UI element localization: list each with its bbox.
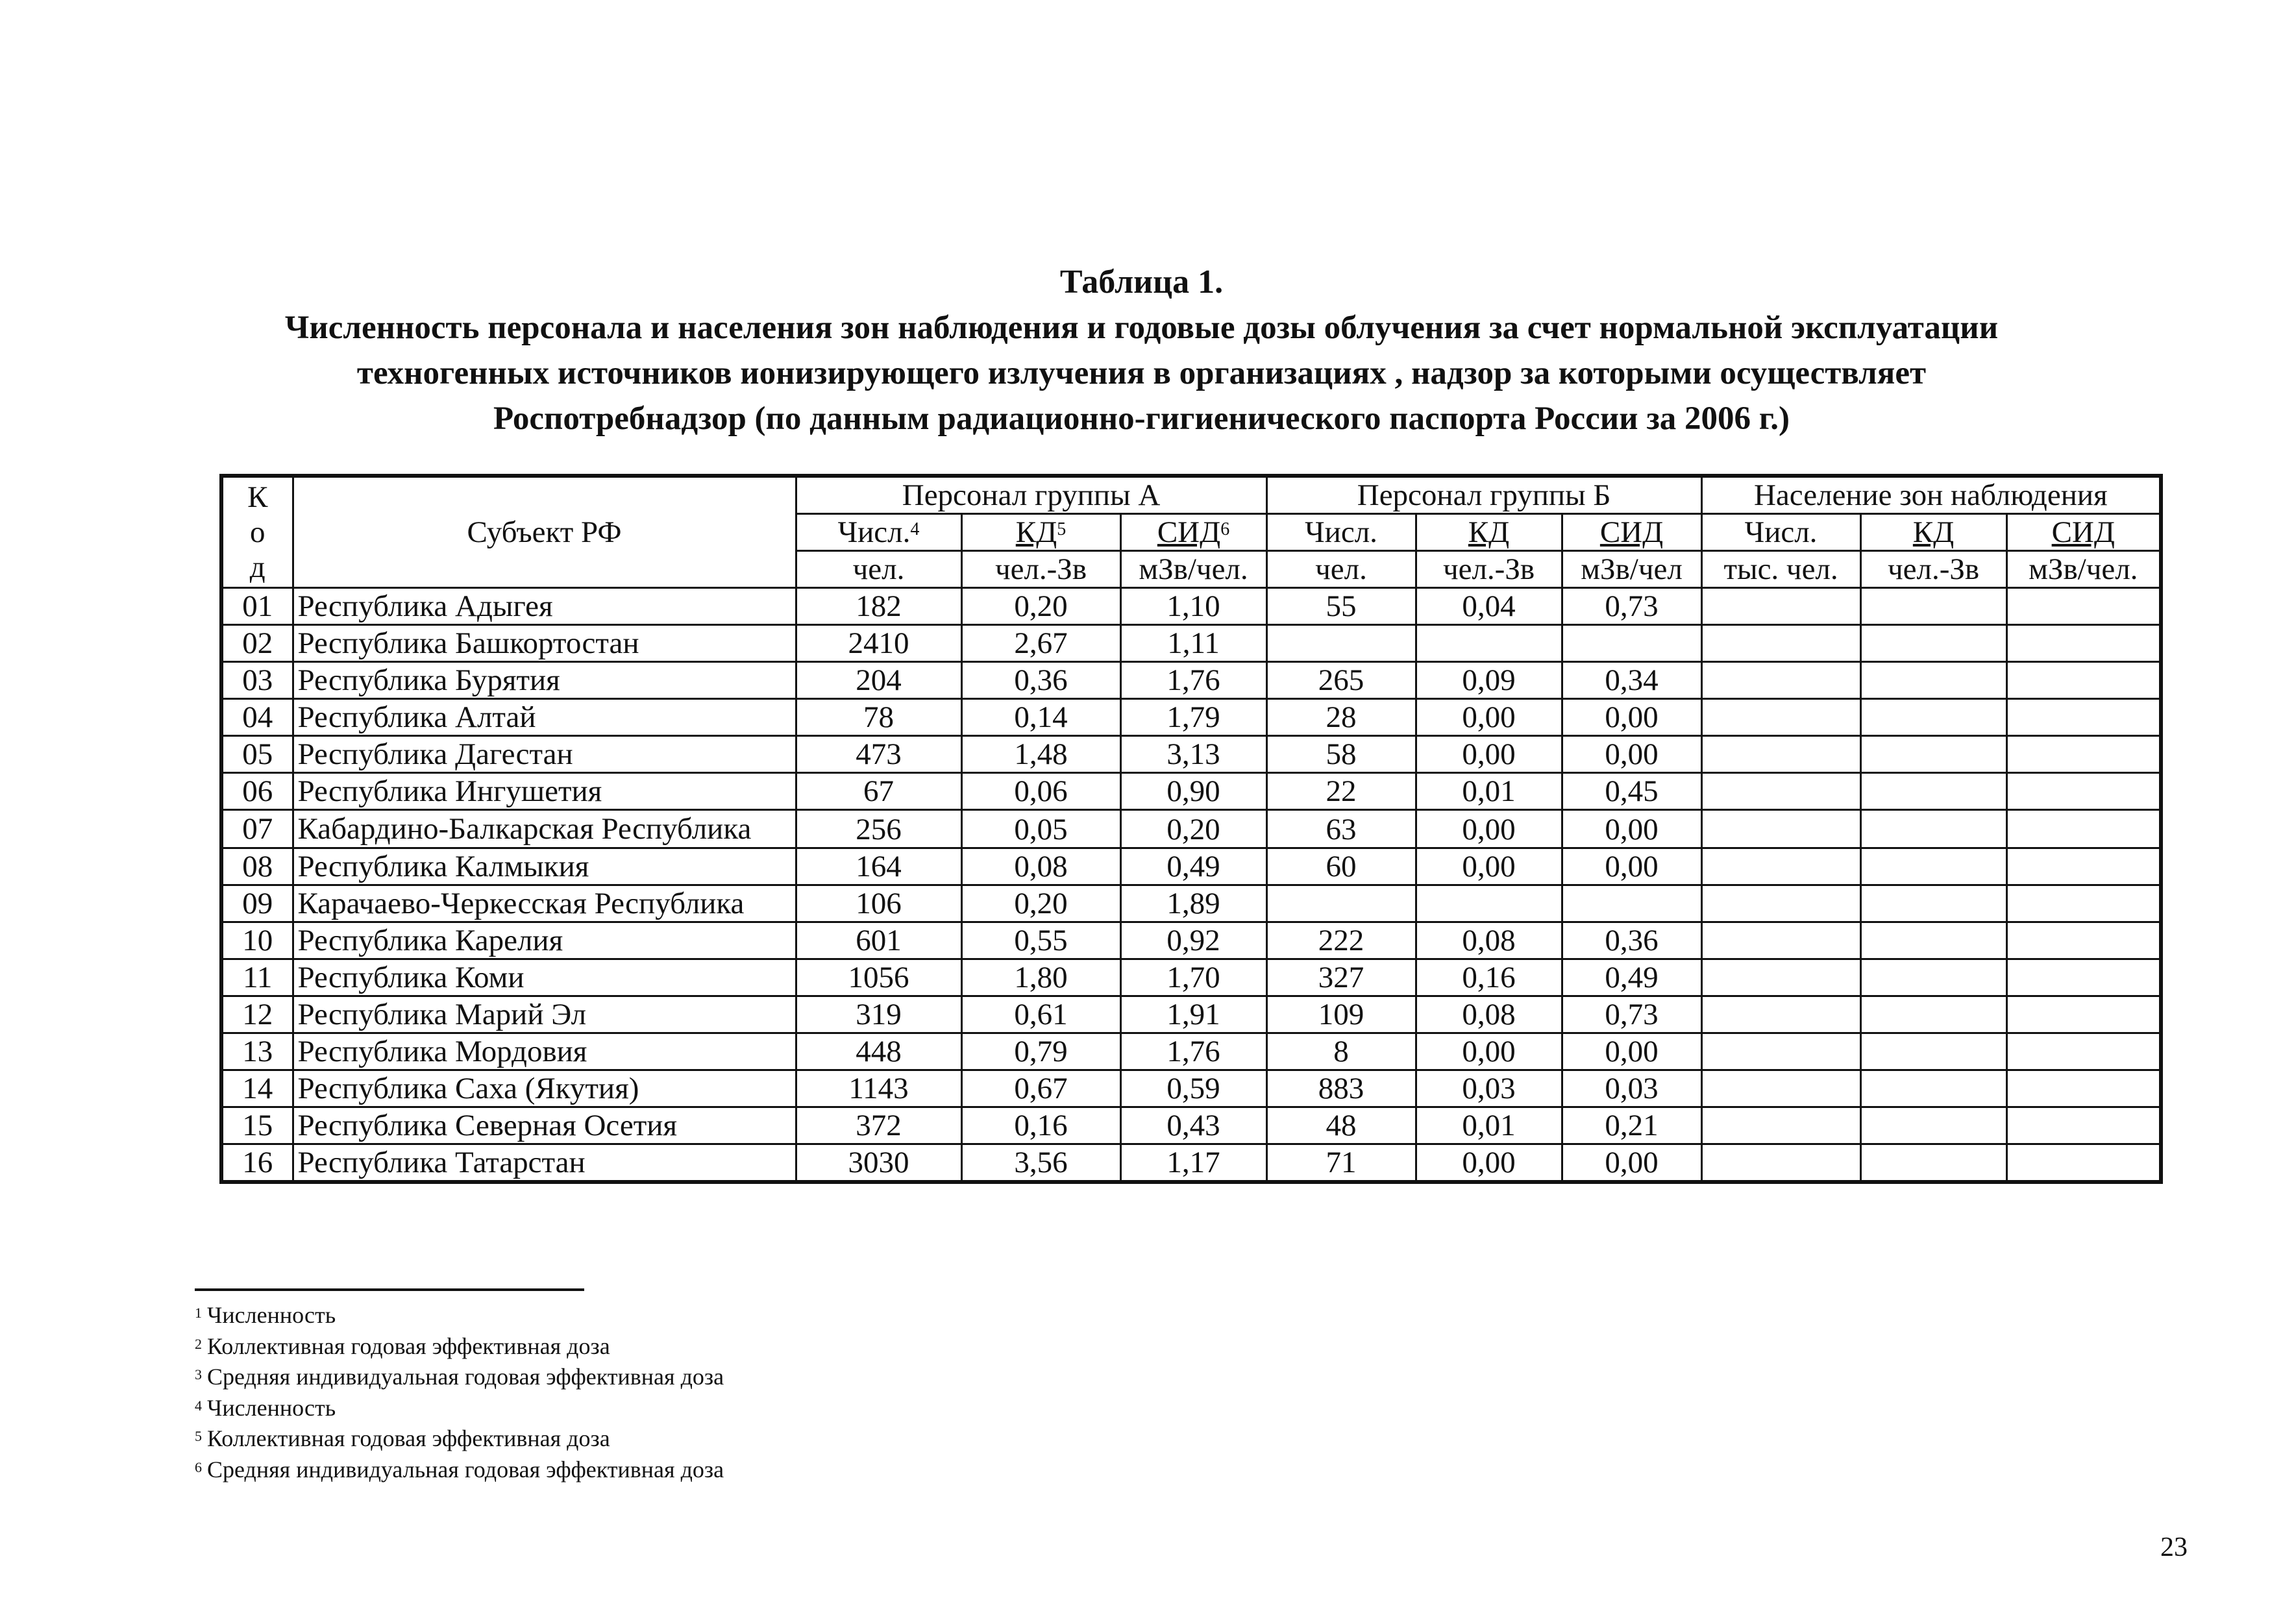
- row-value: [1701, 773, 1860, 810]
- row-value: 1,48: [961, 736, 1120, 773]
- measure-header: [1120, 514, 1266, 551]
- row-value: [1701, 996, 1860, 1033]
- footnote-text: Коллективная годовая эффективная доза: [207, 1425, 610, 1451]
- subject-header: Субъект РФ: [293, 476, 796, 588]
- row-value: 327: [1266, 959, 1416, 996]
- measure-label: СИД: [1157, 515, 1221, 549]
- measure-header: [1701, 514, 1860, 551]
- row-value: 0,21: [1562, 1107, 1701, 1144]
- row-value: [2006, 625, 2161, 662]
- row-value: 78: [796, 699, 961, 736]
- row-value: 0,00: [1562, 1033, 1701, 1070]
- row-subject: Республика Башкортостан: [293, 625, 796, 662]
- unit-header: чел.: [796, 551, 961, 588]
- row-code: 04: [221, 699, 293, 736]
- measure-label: КД: [1912, 515, 1955, 549]
- group-header-b: Персонал группы Б: [1266, 476, 1701, 514]
- row-value: 22: [1266, 773, 1416, 810]
- row-value: 109: [1266, 996, 1416, 1033]
- footnote: [195, 1455, 724, 1486]
- row-value: [1416, 625, 1562, 662]
- row-code: 13: [221, 1033, 293, 1070]
- group-header-population: Население зон наблюдения: [1701, 476, 2161, 514]
- unit-header: чел.-Зв: [1416, 551, 1562, 588]
- row-value: [1701, 1107, 1860, 1144]
- row-code: 10: [221, 922, 293, 959]
- row-value: 0,73: [1562, 996, 1701, 1033]
- measure-label: Числ.: [837, 515, 911, 549]
- table-number: Таблица 1.: [1059, 264, 1224, 301]
- row-value: [1701, 1070, 1860, 1107]
- row-subject: Республика Алтай: [293, 699, 796, 736]
- row-value: [1860, 625, 2006, 662]
- row-value: [2006, 1070, 2161, 1107]
- row-value: [2006, 736, 2161, 773]
- measure-label: СИД: [2051, 515, 2115, 549]
- row-value: 1,76: [1120, 662, 1266, 699]
- row-value: 1,80: [961, 959, 1120, 996]
- measure-header: [961, 514, 1120, 551]
- row-value: [1860, 959, 2006, 996]
- row-value: [1860, 922, 2006, 959]
- table-row: [221, 588, 2161, 625]
- row-value: 0,01: [1416, 1107, 1562, 1144]
- footnote: [195, 1423, 724, 1455]
- row-value: 256: [796, 810, 961, 848]
- row-value: 8: [1266, 1033, 1416, 1070]
- row-code: 12: [221, 996, 293, 1033]
- row-value: 0,06: [961, 773, 1120, 810]
- row-value: 473: [796, 736, 961, 773]
- row-value: [2006, 959, 2161, 996]
- row-value: [1701, 699, 1860, 736]
- row-subject: Республика Северная Осетия: [293, 1107, 796, 1144]
- row-value: [1860, 1144, 2006, 1183]
- row-value: [2006, 922, 2161, 959]
- row-value: 0,67: [961, 1070, 1120, 1107]
- row-value: 0,20: [961, 885, 1120, 922]
- row-value: 0,20: [1120, 810, 1266, 848]
- row-value: [1860, 699, 2006, 736]
- row-value: 0,79: [961, 1033, 1120, 1070]
- row-subject: Республика Марий Эл: [293, 996, 796, 1033]
- row-value: [1701, 1144, 1860, 1183]
- row-value: 0,61: [961, 996, 1120, 1033]
- row-value: 0,49: [1562, 959, 1701, 996]
- row-code: 06: [221, 773, 293, 810]
- row-value: [1860, 1070, 2006, 1107]
- footnote-text: Средняя индивидуальная годовая эффективная доза: [207, 1456, 724, 1483]
- footnote: [195, 1362, 724, 1393]
- table-row: [221, 810, 2161, 848]
- row-code: 15: [221, 1107, 293, 1144]
- row-value: [1701, 625, 1860, 662]
- row-value: 0,00: [1416, 1033, 1562, 1070]
- row-value: [1562, 885, 1701, 922]
- row-value: 67: [796, 773, 961, 810]
- table-row: [221, 1033, 2161, 1070]
- row-value: 0,90: [1120, 773, 1266, 810]
- row-subject: Республика Ингушетия: [293, 773, 796, 810]
- footnote-mark: 1: [195, 1305, 202, 1321]
- measure-header: [1266, 514, 1416, 551]
- row-value: 0,36: [961, 662, 1120, 699]
- row-value: 0,00: [1562, 1144, 1701, 1183]
- row-value: [1860, 885, 2006, 922]
- measure-header: [2006, 514, 2161, 551]
- measure-label: Числ.: [1305, 515, 1377, 549]
- row-value: 0,92: [1120, 922, 1266, 959]
- row-value: 1,10: [1120, 588, 1266, 625]
- row-value: [1701, 736, 1860, 773]
- title-block: [0, 260, 2283, 441]
- code-header: К о д: [221, 476, 293, 588]
- row-code: 05: [221, 736, 293, 773]
- row-value: 182: [796, 588, 961, 625]
- row-value: 0,00: [1562, 810, 1701, 848]
- row-value: 265: [1266, 662, 1416, 699]
- row-value: 0,00: [1562, 699, 1701, 736]
- row-subject: Республика Коми: [293, 959, 796, 996]
- table-row: [221, 1144, 2161, 1183]
- row-value: [1860, 1033, 2006, 1070]
- header-row-groups: [221, 476, 2161, 514]
- table-title-line-3: Роспотребнадзор (по данным радиационно-гигиенического паспорта России за 2006 г.): [493, 400, 1790, 437]
- table-row: [221, 1107, 2161, 1144]
- row-value: [1860, 848, 2006, 885]
- table-row: [221, 699, 2161, 736]
- group-header-a: Персонал группы А: [796, 476, 1266, 514]
- table-row: [221, 959, 2161, 996]
- measure-header: [796, 514, 961, 551]
- row-value: [1701, 662, 1860, 699]
- row-value: 1,79: [1120, 699, 1266, 736]
- row-value: [2006, 1107, 2161, 1144]
- unit-header: чел.: [1266, 551, 1416, 588]
- row-value: [1701, 1033, 1860, 1070]
- row-value: 0,16: [1416, 959, 1562, 996]
- row-value: 164: [796, 848, 961, 885]
- row-value: 0,00: [1416, 699, 1562, 736]
- footnote-mark: 3: [195, 1366, 202, 1383]
- footnote-text: Средняя индивидуальная годовая эффективная доза: [207, 1364, 724, 1390]
- row-value: 71: [1266, 1144, 1416, 1183]
- table-row: [221, 1070, 2161, 1107]
- row-value: [2006, 996, 2161, 1033]
- row-value: [1860, 662, 2006, 699]
- table-row: [221, 625, 2161, 662]
- footnote: [195, 1393, 724, 1424]
- row-value: 1143: [796, 1070, 961, 1107]
- row-subject: Карачаево-Черкесская Республика: [293, 885, 796, 922]
- row-value: 1056: [796, 959, 961, 996]
- row-value: [2006, 810, 2161, 848]
- row-value: 1,17: [1120, 1144, 1266, 1183]
- row-value: 0,08: [961, 848, 1120, 885]
- row-value: [1266, 885, 1416, 922]
- row-value: 204: [796, 662, 961, 699]
- row-value: 0,55: [961, 922, 1120, 959]
- unit-header: мЗв/чел.: [1120, 551, 1266, 588]
- row-value: [1860, 773, 2006, 810]
- row-value: 58: [1266, 736, 1416, 773]
- row-value: [1860, 588, 2006, 625]
- footnote-divider: [195, 1288, 584, 1291]
- footnote-mark: 5: [195, 1428, 202, 1444]
- row-subject: Республика Мордовия: [293, 1033, 796, 1070]
- row-code: 09: [221, 885, 293, 922]
- row-code: 08: [221, 848, 293, 885]
- data-table: [219, 474, 2163, 1184]
- row-value: 0,49: [1120, 848, 1266, 885]
- footnote-mark: 2: [195, 1335, 202, 1352]
- row-value: 3,13: [1120, 736, 1266, 773]
- measure-header: [1860, 514, 2006, 551]
- footnotes: [195, 1300, 724, 1485]
- row-value: 1,91: [1120, 996, 1266, 1033]
- row-value: 0,04: [1416, 588, 1562, 625]
- row-value: [1860, 736, 2006, 773]
- footnote-text: Численность: [207, 1302, 336, 1328]
- row-value: 55: [1266, 588, 1416, 625]
- row-subject: Республика Калмыкия: [293, 848, 796, 885]
- measure-label: Числ.: [1744, 515, 1818, 549]
- row-value: 0,20: [961, 588, 1120, 625]
- row-value: [1701, 885, 1860, 922]
- table-row: [221, 773, 2161, 810]
- row-value: [1701, 810, 1860, 848]
- row-value: [1701, 588, 1860, 625]
- table-title-line-2: техногенных источников ионизирующего излучения в организациях , надзор за которыми осуществляет: [356, 355, 1927, 391]
- row-value: [1416, 885, 1562, 922]
- row-code: 11: [221, 959, 293, 996]
- measure-label: СИД: [1599, 515, 1664, 549]
- table-title-line-1: Численность персонала и населения зон наблюдения и годовые дозы облучения за счет нормальной эксплуатации: [284, 310, 1999, 346]
- row-value: 1,11: [1120, 625, 1266, 662]
- row-value: 222: [1266, 922, 1416, 959]
- row-value: 0,59: [1120, 1070, 1266, 1107]
- footnote-ref: 6: [1220, 519, 1230, 539]
- row-subject: Республика Бурятия: [293, 662, 796, 699]
- table-row: [221, 848, 2161, 885]
- row-value: [2006, 1033, 2161, 1070]
- row-code: 07: [221, 810, 293, 848]
- measure-label: КД: [1015, 515, 1057, 549]
- row-value: 0,08: [1416, 922, 1562, 959]
- footnote: [195, 1300, 724, 1331]
- unit-header: чел.-Зв: [961, 551, 1120, 588]
- table-row: [221, 922, 2161, 959]
- row-value: 106: [796, 885, 961, 922]
- row-value: [2006, 773, 2161, 810]
- row-value: [2006, 588, 2161, 625]
- unit-header: чел.-Зв: [1860, 551, 2006, 588]
- row-value: 28: [1266, 699, 1416, 736]
- row-subject: Республика Саха (Якутия): [293, 1070, 796, 1107]
- row-value: 0,00: [1416, 848, 1562, 885]
- row-value: [2006, 885, 2161, 922]
- measure-header: [1416, 514, 1562, 551]
- footnote-mark: 4: [195, 1397, 202, 1414]
- row-value: 0,00: [1416, 1144, 1562, 1183]
- page-number: 23: [2160, 1532, 2188, 1562]
- row-value: 0,14: [961, 699, 1120, 736]
- footnote-mark: 6: [195, 1458, 202, 1475]
- row-value: [1860, 810, 2006, 848]
- row-value: [1266, 625, 1416, 662]
- unit-header: тыс. чел.: [1701, 551, 1860, 588]
- row-value: 0,73: [1562, 588, 1701, 625]
- row-value: [1701, 922, 1860, 959]
- row-value: 0,36: [1562, 922, 1701, 959]
- row-value: 0,08: [1416, 996, 1562, 1033]
- row-value: 0,34: [1562, 662, 1701, 699]
- row-subject: Республика Адыгея: [293, 588, 796, 625]
- row-value: [1701, 959, 1860, 996]
- row-value: 0,00: [1562, 736, 1701, 773]
- footnote-ref: 4: [910, 519, 920, 539]
- row-value: 2,67: [961, 625, 1120, 662]
- row-code: 14: [221, 1070, 293, 1107]
- row-value: 1,70: [1120, 959, 1266, 996]
- row-value: 2410: [796, 625, 961, 662]
- row-value: 0,43: [1120, 1107, 1266, 1144]
- row-code: 03: [221, 662, 293, 699]
- row-value: [1701, 848, 1860, 885]
- row-value: 372: [796, 1107, 961, 1144]
- row-value: [1860, 996, 2006, 1033]
- row-value: 0,05: [961, 810, 1120, 848]
- row-value: [1562, 625, 1701, 662]
- row-value: 448: [796, 1033, 961, 1070]
- row-value: [2006, 848, 2161, 885]
- row-value: 0,03: [1562, 1070, 1701, 1107]
- footnote-text: Численность: [207, 1394, 336, 1421]
- row-subject: Республика Татарстан: [293, 1144, 796, 1183]
- row-value: 0,01: [1416, 773, 1562, 810]
- row-value: 1,89: [1120, 885, 1266, 922]
- footnote-text: Коллективная годовая эффективная доза: [207, 1333, 610, 1359]
- row-value: 3,56: [961, 1144, 1120, 1183]
- table-body: [221, 476, 2161, 1182]
- row-value: 60: [1266, 848, 1416, 885]
- footnote-ref: 5: [1057, 519, 1067, 539]
- table-row: [221, 996, 2161, 1033]
- row-value: 0,45: [1562, 773, 1701, 810]
- row-value: 0,09: [1416, 662, 1562, 699]
- row-value: [2006, 1144, 2161, 1183]
- table-row: [221, 885, 2161, 922]
- row-value: 0,00: [1416, 736, 1562, 773]
- footnote: [195, 1331, 724, 1362]
- row-code: 16: [221, 1144, 293, 1183]
- row-code: 01: [221, 588, 293, 625]
- unit-header: мЗв/чел: [1562, 551, 1701, 588]
- row-value: 883: [1266, 1070, 1416, 1107]
- row-code: 02: [221, 625, 293, 662]
- row-value: [1860, 1107, 2006, 1144]
- row-value: 319: [796, 996, 961, 1033]
- table-row: [221, 736, 2161, 773]
- row-value: 3030: [796, 1144, 961, 1183]
- row-value: 1,76: [1120, 1033, 1266, 1070]
- row-subject: Республика Дагестан: [293, 736, 796, 773]
- row-value: 0,00: [1562, 848, 1701, 885]
- row-subject: Республика Карелия: [293, 922, 796, 959]
- measure-label: КД: [1468, 515, 1510, 549]
- row-value: 63: [1266, 810, 1416, 848]
- measure-header: [1562, 514, 1701, 551]
- row-value: [2006, 699, 2161, 736]
- row-value: 601: [796, 922, 961, 959]
- row-value: 0,03: [1416, 1070, 1562, 1107]
- table-row: [221, 662, 2161, 699]
- unit-header: мЗв/чел.: [2006, 551, 2161, 588]
- row-value: 0,16: [961, 1107, 1120, 1144]
- row-subject: Кабардино-Балкарская Республика: [293, 810, 796, 848]
- row-value: 48: [1266, 1107, 1416, 1144]
- row-value: [2006, 662, 2161, 699]
- row-value: 0,00: [1416, 810, 1562, 848]
